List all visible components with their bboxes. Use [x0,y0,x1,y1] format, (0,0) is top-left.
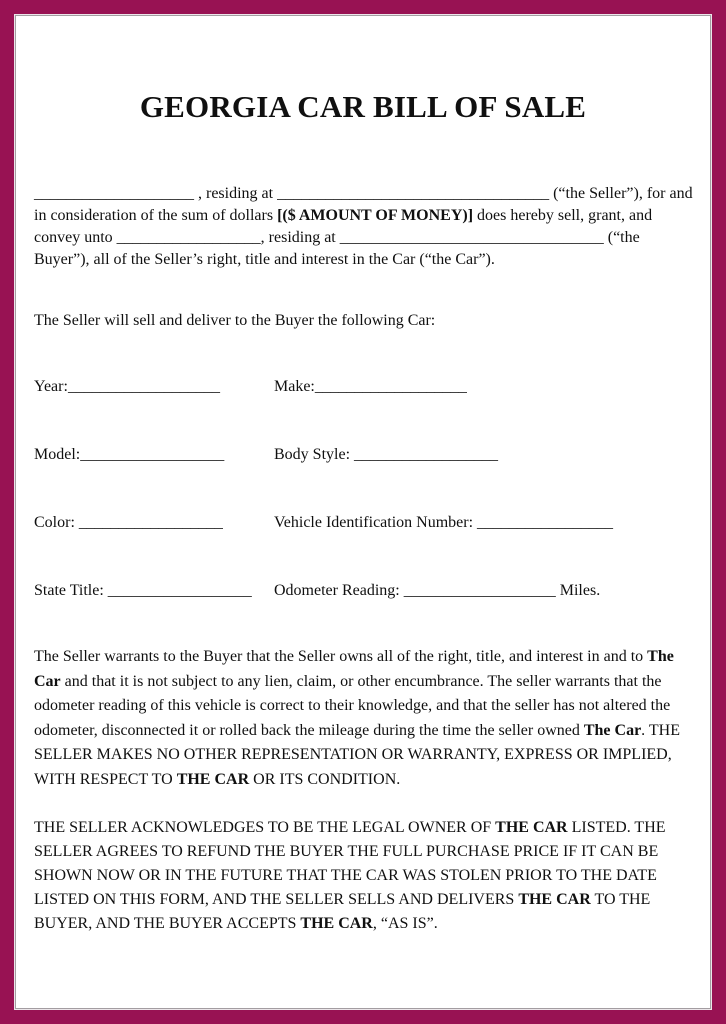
ack-text-4: , “AS IS”. [372,915,438,932]
state-title-field [34,580,274,602]
ack-text-3: TO THE BUYER, AND THE BUYER ACCEPTS [34,891,651,932]
make-field [274,376,696,398]
state-title-label: State Title: [34,582,108,599]
odometer-blank: ___________________ [403,582,556,599]
odometer-label: Odometer Reading: [274,582,404,599]
color-blank: __________________ [78,514,223,531]
field-row-statetitle-odometer [34,580,696,602]
vehicle-fields-section [34,376,696,602]
color-field [34,512,274,534]
ack-text-2: LISTED. THE SELLER AGREES TO REFUND THE BUYER THE FULL PURCHASE PRICE IF IT CAN BE SHOWN NOW OR IN THE FUTURE THAT THE CAR WAS STOLEN PRIOR TO THE DATE LISTED ON THIS FORM, AND THE SELLER SELLS AND DELIVERS [34,819,666,908]
intro-convey-text: does hereby sell, grant, and convey unto [34,207,653,246]
following-car-line: The Seller will sell and deliver to the Buyer the following Car: [34,312,436,329]
odometer-miles-suffix: Miles. [555,582,601,599]
seller-address-blank: __________________________________ [277,185,550,202]
intro-seller-text: (“the Seller”), for and in consideration of the sum of dollars [34,185,693,224]
body-style-field [274,444,696,466]
bill-of-sale-page [15,15,711,1009]
year-label: Year: [34,378,68,395]
intro-buyer-text: (“the Buyer”), all of the Seller’s right, title and interest in the Car (“the Car”). [34,229,640,268]
buyer-address-blank: _________________________________ [339,229,604,246]
warranty-text-1: The Seller warrants to the Buyer that the Seller owns all of the right, title, and interest in and to [34,648,648,665]
buyer-name-blank: __________________ [116,229,261,246]
vin-label: Vehicle Identification Number: [274,514,478,531]
ack-the-car-bold-1: THE CAR [495,819,568,836]
body-style-blank: __________________ [354,446,499,463]
warranty-text-4: OR ITS CONDITION. [249,770,401,788]
ack-the-car-bold-3: THE CAR [300,915,373,932]
warranty-the-car-bold-1: The Car [34,648,674,690]
intro-paragraph [34,183,696,271]
warranty-the-car-bold-3: THE CAR [176,770,250,788]
year-field [34,376,274,398]
amount-of-money-placeholder: [($ AMOUNT OF MONEY)] [277,207,474,224]
ack-the-car-bold-2: THE CAR [518,891,591,908]
make-blank: ___________________ [314,378,467,395]
document-title: GEORGIA CAR BILL OF SALE [139,89,587,124]
body-style-label: Body Style: [274,446,355,463]
ack-text-1: THE SELLER ACKNOWLEDGES TO BE THE LEGAL OWNER OF [34,819,496,836]
seller-name-blank: ____________________ [34,185,194,202]
intro-residing-text-1: , residing at [194,185,278,202]
acknowledgement-paragraph [34,816,696,936]
odometer-field [274,580,696,602]
make-label: Make: [274,378,315,395]
color-label: Color: [34,514,79,531]
warranty-text-2: and that it is not subject to any lien, claim, or other encumbrance. The seller warrants that the odometer reading of this vehicle is correct to their knowledge, and that the seller has not altered the odometer, disconnected it or rolled back the mileage during the time the seller owned [34,672,671,739]
model-field [34,444,274,466]
model-blank: __________________ [80,446,225,463]
field-row-color-vin [34,512,696,534]
intro-residing-text-2: , residing at [260,229,340,246]
field-row-year-make [34,376,696,398]
model-label: Model: [34,446,81,463]
field-row-model-bodystyle [34,444,696,466]
warranty-text-3: . THE SELLER MAKES NO OTHER REPRESENTATION OR WARRANTY, EXPRESS OR IMPLIED, WITH RESPECT TO [34,721,680,788]
vin-field [274,512,696,534]
vin-blank: _________________ [477,514,614,531]
warranty-the-car-bold-2: The Car [583,721,642,739]
year-blank: ___________________ [67,378,220,395]
state-title-blank: __________________ [107,582,252,599]
warranty-paragraph [34,645,696,792]
